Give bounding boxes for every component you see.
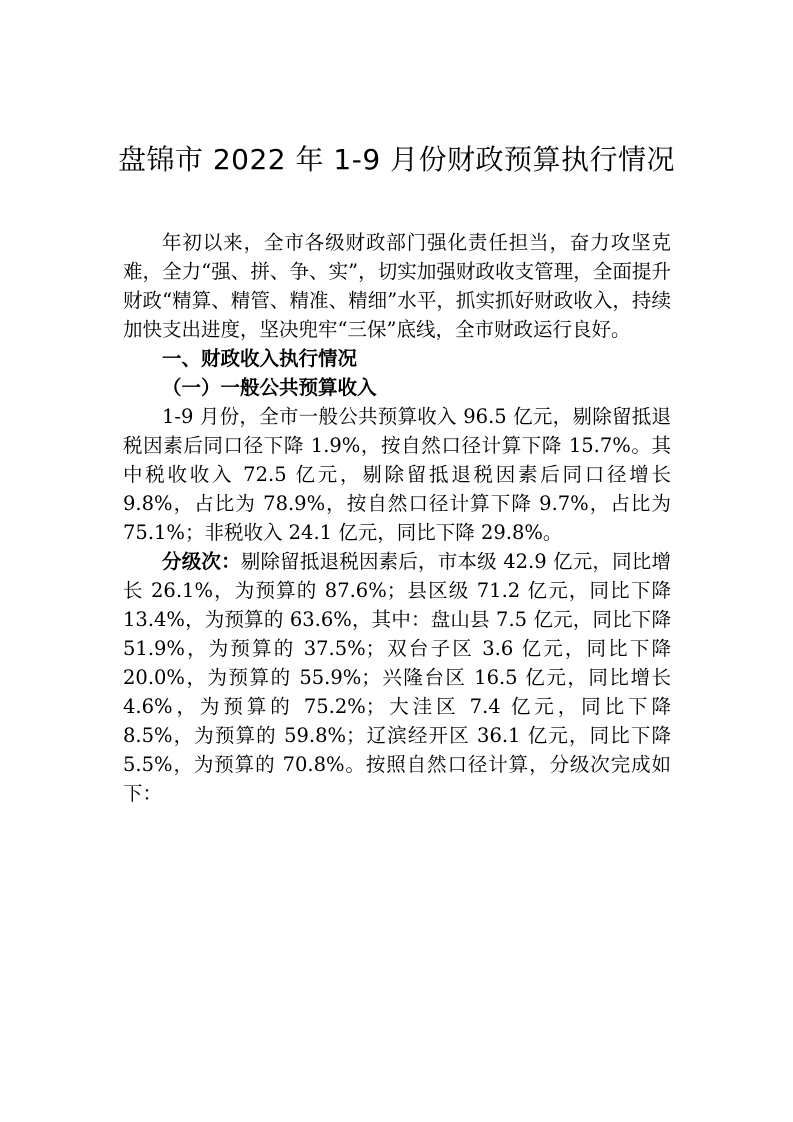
section-heading-revenue: 一、财政收入执行情况 — [162, 347, 358, 370]
levels-lead-label: 分级次： — [162, 550, 241, 573]
document-title: 盘锦市 2022 年 1-9 月份财政预算执行情况 — [117, 143, 676, 176]
intro-paragraph: 年初以来，全市各级财政部门强化责任担当，奋力攻坚克难，全力“强、拼、争、实”，切实加强财政收支管理，全面提升财政“精算、精管、精准、精细”水平，抓实抓好财政收入，持续加快支出进度，坚决兜牢“三保”底线，全市财政运行良好。 — [123, 231, 671, 341]
revenue-paragraph: 1-9 月份，全市一般公共预算收入 96.5 亿元，剔除留抵退税因素后同口径下降 1.9%，按自然口径计算下降 15.7%。其中税收收入 72.5 亿元，剔除留抵退税因素后同口径增长 9.8%，占比为 78.9%，按自然口径计算下降 9.7%，占比为 75.1%；非税收入 24.1 亿元，同比下降 29.8%。 — [123, 405, 671, 544]
levels-paragraph — [123, 547, 671, 808]
levels-text: 剔除留抵退税因素后，市本级 42.9 亿元，同比增长 26.1%，为预算的 87.6%；县区级 71.2 亿元，同比下降 13.4%，为预算的 63.6%，其中：盘山县 7.5 亿元，同比下降 51.9%，为预算的 37.5%；双台子区 3.6 亿元，同比下降 20.0%，为预算的 55.9%；兴隆台区 16.5 亿元，同比增长 4.6%，为预算的 75.2%；大洼区 7.4 亿元，同比下降 8.5%，为预算的 59.8%；辽滨经开区 36.1 亿元，同比下降 5.5%，为预算的 70.8%。按照自然口径计算，分级次完成如下： — [123, 550, 671, 805]
subsection-heading-general-budget: （一）一般公共预算收入 — [162, 376, 377, 399]
document-body — [123, 228, 671, 808]
